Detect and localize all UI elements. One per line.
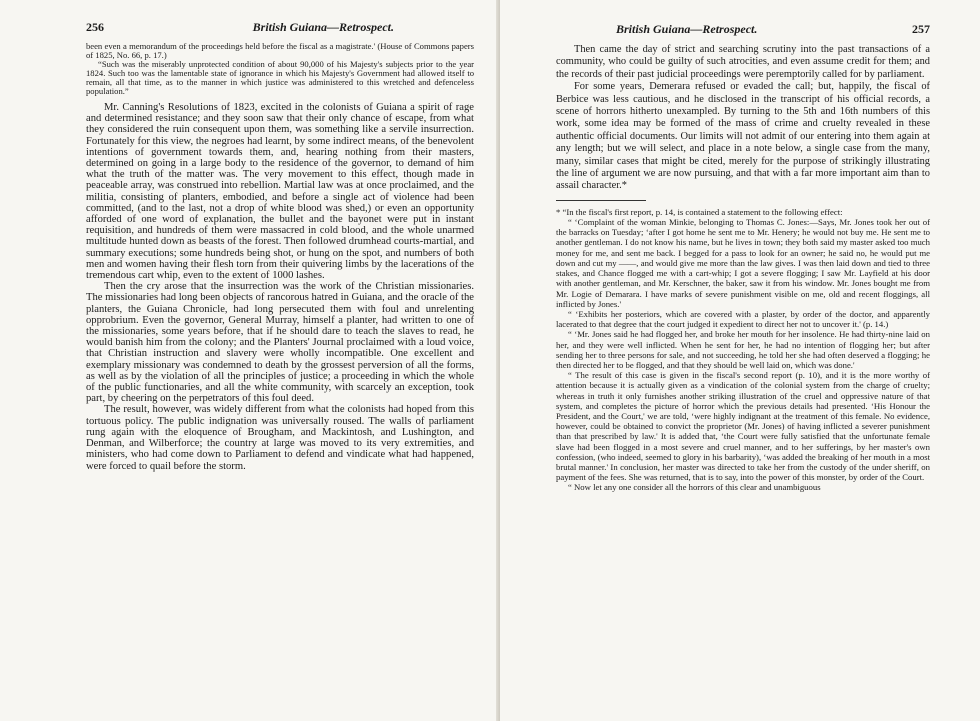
footnote-result: “ The result of this case is given in the fiscal's second report (p. 10), and it is the more worthy of attention because it is actually given as a vindication of the colonial system from the charge of cruelty; whereas in truth it only furnishes another striking illustration of the cruel and oppressive nature of that system, and completes the picture of horror which the previous details had presented. ‘His Honour the President, and the Court,' we are told, ‘were highly indignant at the treatment of this female. No evidence, however, could be obtained to convict the proprietor (Mr. Jones) of having inflicted a severer punishment than that prescribed by law.' It is added that, ‘the Court were fully satisfied that the unfortunate female slave had been flogged in a most severe and cruel manner, and to her sufferings, by her master's own confession, (who indeed, seemed to glory in his barbarity), ‘was added the breaking of her mouth in a most brutal manner.' In conclusion, her master was directed to take her from the custody of the under sheriff, on payment of the fees. She was returned, that is to say, into the power of this monster, by order of the Court. [556, 370, 930, 483]
left-quote-paragraph-1: been even a memorandum of the proceedings held before the fiscal as a magistrate.' (House of Commons papers of 1825, No. 66, p. 17.) [86, 41, 474, 60]
left-page-number: 256 [86, 20, 104, 34]
right-running-head: British Guiana—Retrospect. [616, 22, 758, 36]
left-paragraph-canning: Mr. Canning's Resolutions of 1823, excited in the colonists of Guiana a spirit of rage and determined resistance; and they soon saw that their only chance of escape, from what they considered the ruin consequent upon them, was something like a servile insurrection. Fortunately for this view, the negroes had learnt, by some indirect means, of the benevolent intentions of government towards them, and, hearing nothing from their masters, determined on going in a large body to the residence of the governor, to demand of him what the truth of the matter was. The very movement to this effect, though made in peaceable array, was construed into rebellion. Martial law was at once proclaimed, and the militia, consisting of planters, embodied, and before a single act of violence had been committed, (and to the last, not a drop of white blood was shed,) or even an opportunity afforded of one word of explanation, the bullet and the bayonet were put in instant requisition, and hundreds of them were massacred in cold blood, and the whole unarmed multitude hunted down as beasts of the forest. Then followed drumhead courts-martial, and summary executions; some hundreds being shot, or hung on the spot, and numbers of both men and women having their flesh torn from their quivering limbs by the lacerations of the tremendous cart whip, even to the extent of 1000 lashes. [86, 102, 474, 282]
footnote-exhibits: “ ‘Exhibits her posteriors, which are covered with a plaster, by order of the doctor, and apparently lacerated to that degree that the court judged it expedient to direct her not to uncover it.' (p. 14.) [556, 308, 930, 330]
left-paragraph-result: The result, however, was widely different from what the colonists had hoped from this tortuous policy. The public indignation was universally roused. The walls of parliament rung again with the eloquence of Brougham, and Mackintosh, and Lushington, and Denman, and Wilberforce; the country at large was moved to its very extremities, and ministers, who had come down to Parliament to defend and vindicate what had happened, were forced to quail before the storm. [86, 404, 474, 472]
right-page-number: 257 [912, 22, 930, 36]
right-page-header [556, 22, 930, 38]
footnote-complaint: “ ‘Complaint of the woman Minkie, belonging to Thomas C. Jones:—Says, Mr. Jones took her out of the barracks on Tuesday; ‘after I got home he sent me to Mr. Henery; he would not buy me. He sent me to another gentleman. I do not know his name, but he lives in town; they both said my master asked too much money for me, and sent me back. I begged for a pass to look for an owner; he said no, he would put me down and cut my ——, and would give me more than the law gives. I was then laid down and tied to three stakes, and Chance flogged me with a cart-whip; I got a severe flogging; I saw Mr. Layfield at his door with another gentleman, and Mr. Kerschner, the baker, saw it from his window. Mr. Jones bought me from Mr. Logie of Demarara. I have marks of severe punishment visible on me, old and recent floggings, all inflicted by Jones.' [556, 217, 930, 309]
right-paragraph-demerara: For some years, Demerara refused or evaded the call; but, happily, the fiscal of Berbice was less cautious, and he disclosed in the transcript of his official records, a scene of horrors hitherto unexampled. By turning to the 5th and 16th numbers of this work, some idea may be formed of the mass of crime and cruelty revealed in these authentic official documents. Our limits will not admit of our entering into them again at any length; but we will select, and place in a note below, a single case from the many, many, similar cases that might be cited, merely for the purpose of strikingly illustrating the line of argument we are now pursuing, and that with a far more important aim than to assail character.* [556, 81, 930, 192]
right-page [500, 0, 980, 721]
left-quote-paragraph-2: “Such was the miserably unprotected condition of about 90,000 of his Majesty's subjects prior to the year 1824. Such too was the lamentable state of ignorance in which his Majesty's Government had allowed itself to remain, all that time, as to the manner in which justice was administered to this wretched and defenceless population.” [86, 59, 474, 96]
footnote-jones-statement: “ ‘Mr. Jones said he had flogged her, and broke her mouth for her insolence. He had thirty-nine laid on her, and they were well inflicted. When he sent for her, he had no intention of flogging her; but after sending her to three persons for sale, and not succeeding, he told her she had often deserved a flogging; he then directed her to be flogged, and that they should be well laid on, which was done.' [556, 329, 930, 370]
left-page-header [86, 20, 474, 36]
footnote-intro: * “In the fiscal's first report, p. 14, is contained a statement to the following effect: [556, 206, 843, 217]
left-paragraph-missionaries: Then the cry arose that the insurrection was the work of the Christian missionaries. The missionaries had long been objects of rancorous hatred in Guiana, and the oracle of the planters, the Guiana Chronicle, had long persecuted them with foul and unrelenting opprobrium. Even the governor, General Murray, himself a planter, had written to one of the missionaries, some years before, that if he should dare to teach the slaves to read, he would banish him from the colony; and the Planters' Journal proclaimed with a loud voice, that Christian instruction and slavery were wholly incompatible. One excellent and exemplary missionary was condemned to death by the grossest perversion of all the forms, as well as by the violation of all the principles of justice; a proceeding in which the whole of the public functionaries, and all the white community, with scarcely an exception, took part, by cheering on the perpetrators of this foul deed. [86, 281, 474, 405]
footnote-conclusion: “ Now let any one consider all the horrors of this clear and unambiguous [568, 482, 821, 493]
left-running-head: British Guiana—Retrospect. [252, 20, 394, 34]
footnote-rule [556, 200, 646, 201]
right-paragraph-scrutiny: Then came the day of strict and searching scrutiny into the past transactions of a community, who could be guilty of such atrocities, and even assume credit for them; and the records of their past judicial proceedings were peremptorily called for by parliament. [556, 44, 930, 80]
